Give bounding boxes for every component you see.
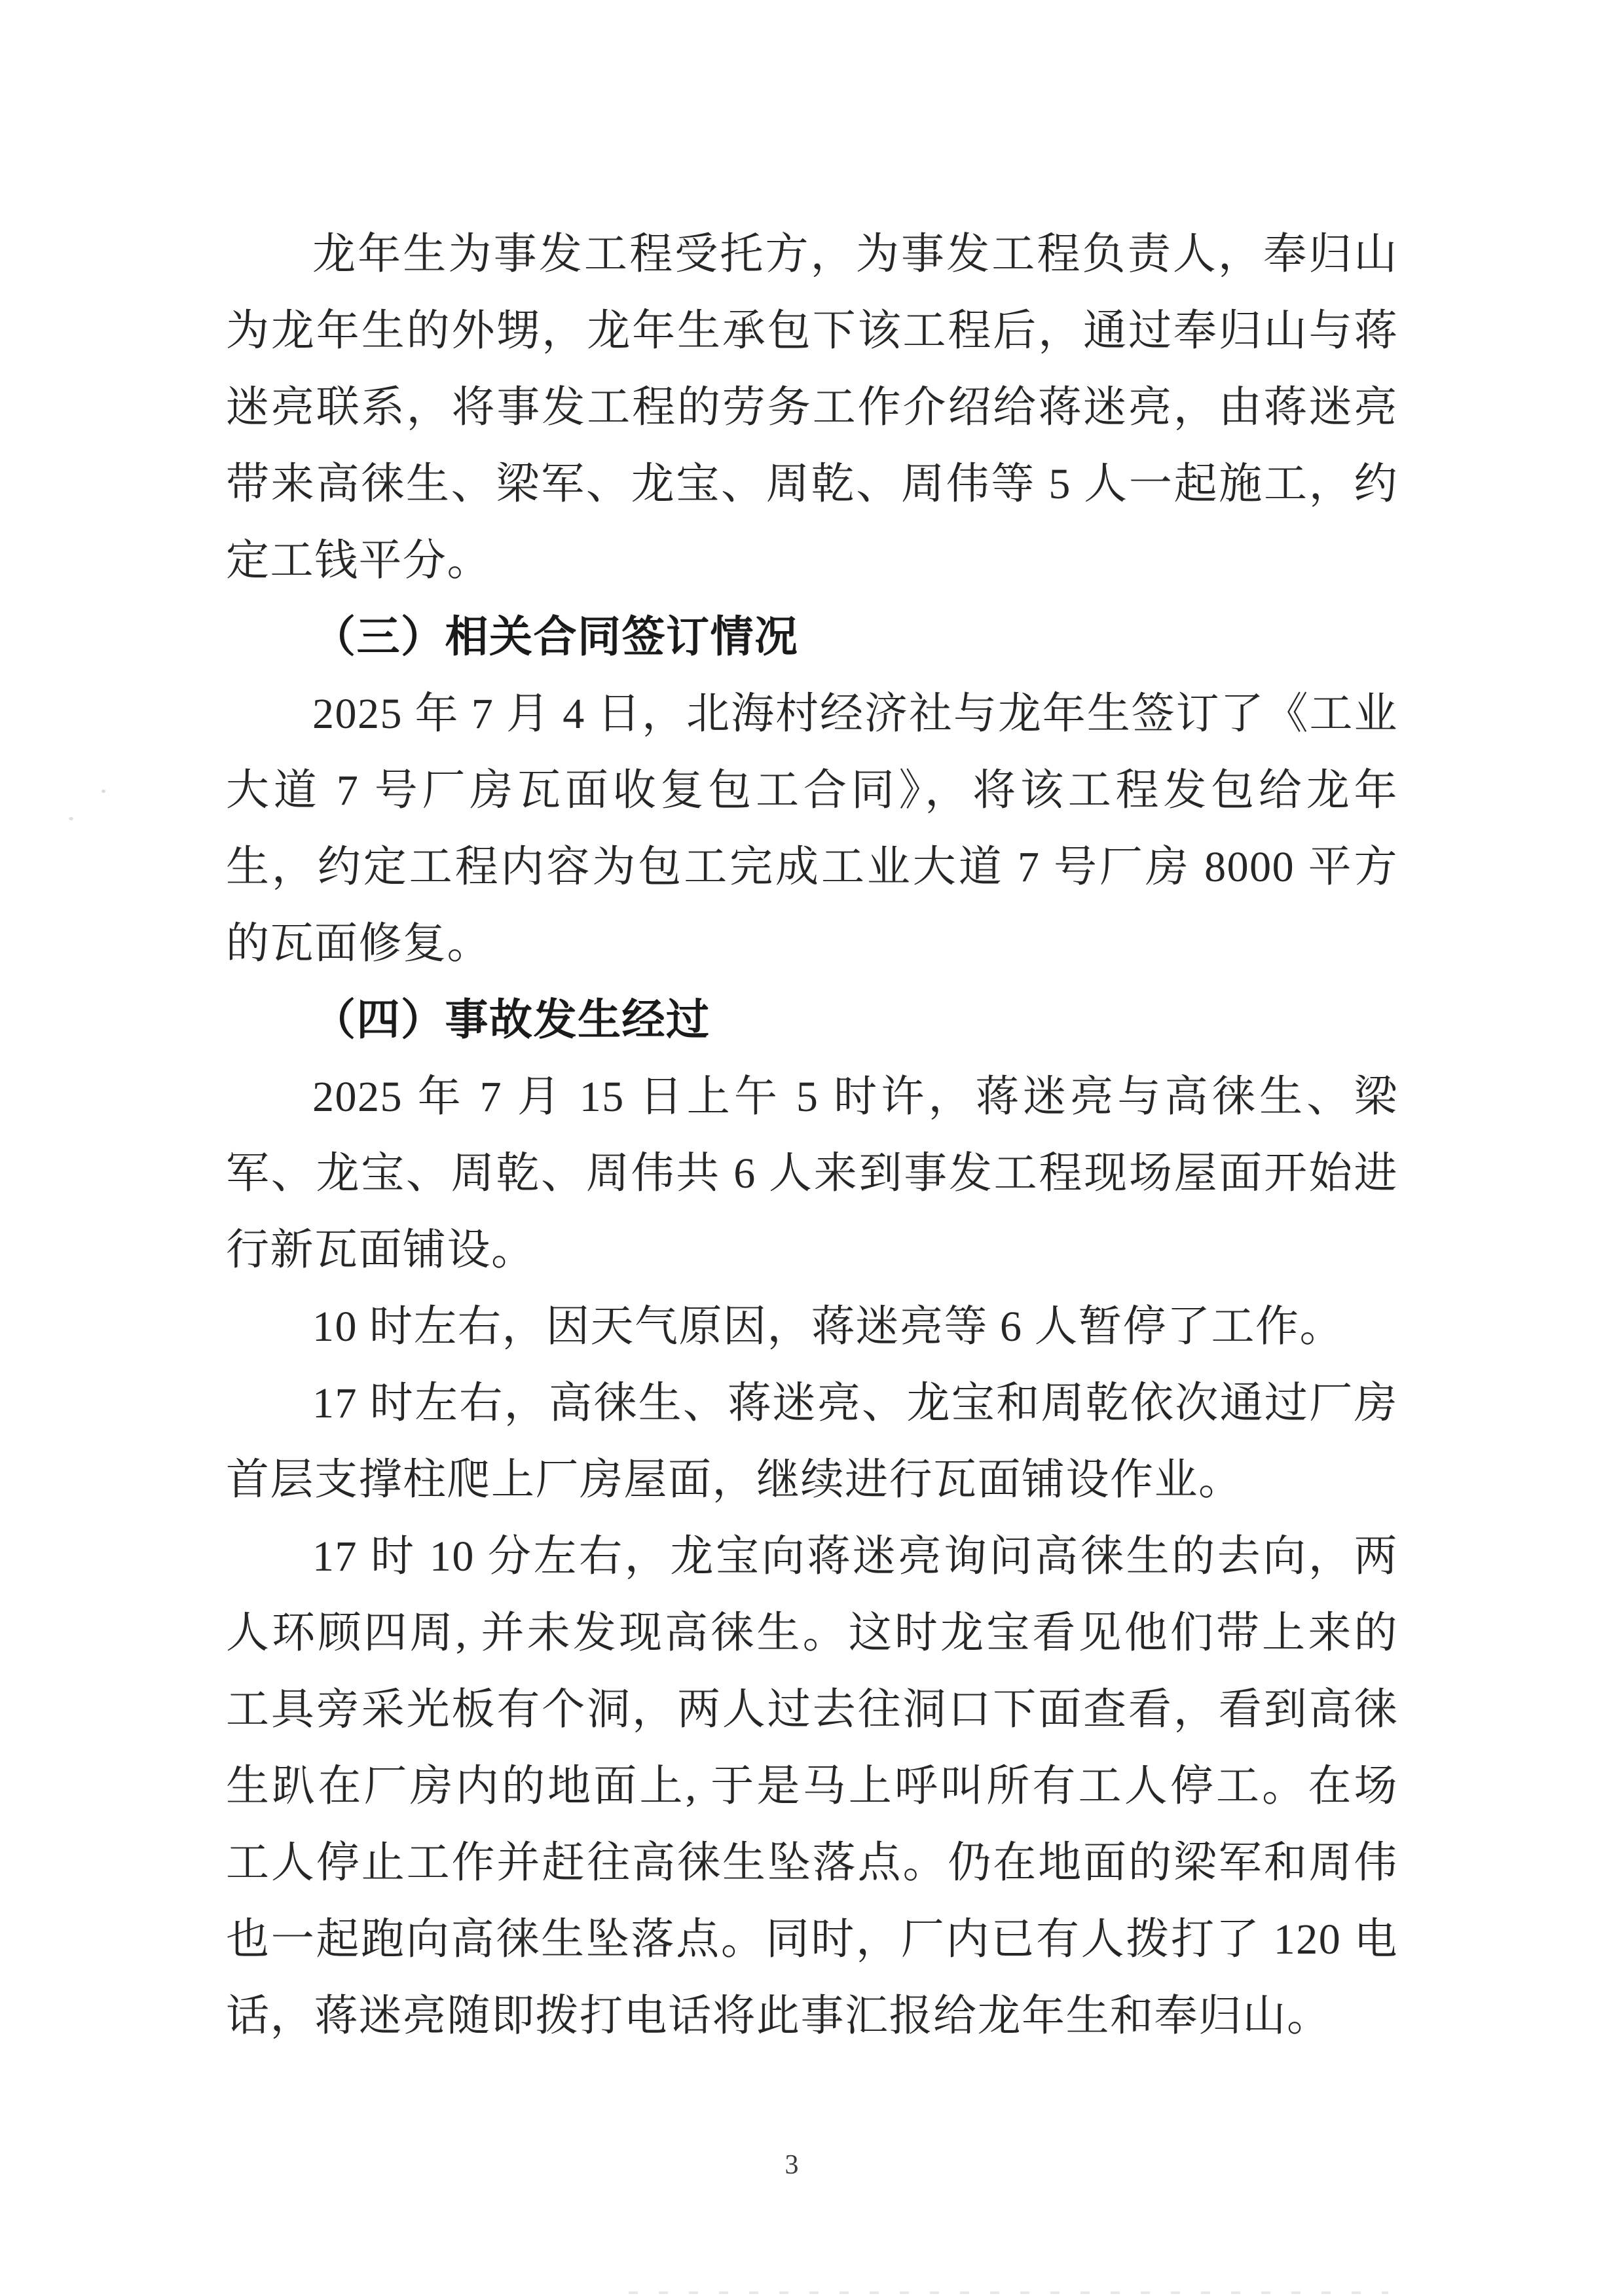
scan-speck bbox=[69, 817, 73, 820]
document-body bbox=[226, 216, 1398, 2054]
paragraph: 10 时左右，因天气原因，蒋迷亮等 6 人暂停了工作。 bbox=[312, 1303, 1344, 1351]
paragraph: 17 时左右，高徕生、蒋迷亮、龙宝和周乾依次通过厂房首层支撑柱爬上厂房屋面，继续进行瓦面铺设作业。 bbox=[226, 1379, 1398, 1504]
paragraph: 2025 年 7 月 4 日，北海村经济社与龙年生签订了《工业大道 7 号厂房瓦面收复包工合同》，将该工程发包给龙年生，约定工程内容为包工完成工业大道 7 号厂房 8000 平方的瓦面修复。 bbox=[226, 690, 1398, 968]
scan-speck bbox=[101, 790, 105, 793]
page-number: 3 bbox=[784, 2150, 799, 2180]
paragraph: 龙年生为事发工程受托方，为事发工程负责人，奉归山为龙年生的外甥，龙年生承包下该工程后，通过奉归山与蒋迷亮联系，将事发工程的劳务工作介绍给蒋迷亮，由蒋迷亮带来高徕生、梁军、龙宝、周乾、周伟等 5 人一起施工，约定工钱平分。 bbox=[226, 230, 1398, 585]
scan-edge-artifact bbox=[629, 2291, 1388, 2294]
section-heading: （四）事故发生经过 bbox=[312, 996, 710, 1044]
paragraph: 17 时 10 分左右，龙宝向蒋迷亮询问高徕生的去向，两人环顾四周, 并未发现高徕生。这时龙宝看见他们带上来的工具旁采光板有个洞，两人过去往洞口下面查看，看到高徕生趴在厂房内的地面上, 于是马上呼叫所有工人停工。在场工人停止工作并赶往高徕生坠落点。仍在地面的梁军和周伟也一起跑向高徕生坠落点。同时，厂内已有人拨打了 120 电话，蒋迷亮随即拨打电话将此事汇报给龙年生和奉归山。 bbox=[226, 1533, 1398, 2040]
section-heading: （三）相关合同签订情况 bbox=[312, 613, 799, 661]
paragraph: 2025 年 7 月 15 日上午 5 时许，蒋迷亮与高徕生、梁军、龙宝、周乾、周伟共 6 人来到事发工程现场屋面开始进行新瓦面铺设。 bbox=[226, 1073, 1398, 1274]
